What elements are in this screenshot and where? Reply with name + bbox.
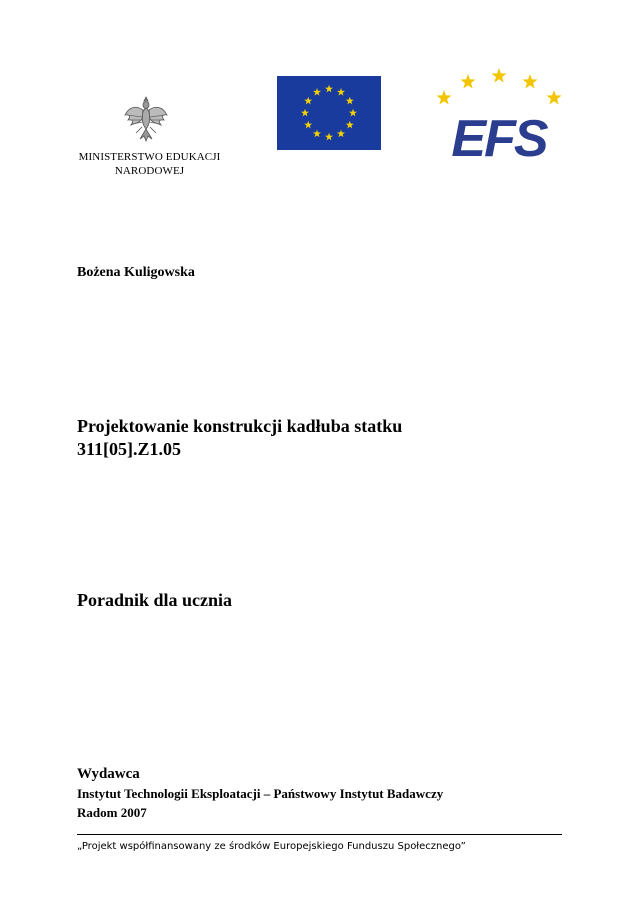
publisher-place-year: Radom 2007 bbox=[77, 805, 147, 820]
eu-flag-icon bbox=[277, 76, 381, 150]
ministry-line-1: MINISTERSTWO EDUKACJI bbox=[78, 151, 221, 163]
ministry-name bbox=[77, 150, 222, 178]
publisher-heading: Wydawca bbox=[77, 766, 140, 782]
footer-divider bbox=[77, 834, 562, 835]
efs-logo-text: EFS bbox=[451, 110, 547, 160]
publisher-institute: Instytut Technologii Eksploatacji – Państwowy Instytut Badawczy bbox=[77, 786, 444, 801]
polish-eagle-emblem-icon bbox=[122, 93, 170, 145]
efs-star-icon bbox=[522, 74, 537, 88]
footer-note: „Projekt współfinansowany ze środków Europejskiego Funduszu Społecznego” bbox=[77, 841, 466, 852]
document-subtitle: Poradnik dla ucznia bbox=[77, 590, 233, 610]
document-title bbox=[77, 415, 402, 461]
efs-logo-icon bbox=[432, 68, 566, 160]
efs-star-icon bbox=[546, 90, 561, 104]
efs-star-icon bbox=[436, 90, 451, 104]
author-name: Bożena Kuligowska bbox=[77, 265, 195, 280]
publisher-block bbox=[77, 765, 443, 822]
efs-star-icon bbox=[491, 68, 506, 82]
module-code: 311[05].Z1.05 bbox=[77, 439, 182, 459]
ministry-line-2: NARODOWEJ bbox=[114, 165, 185, 177]
title-line-1: Projektowanie konstrukcji kadłuba statku bbox=[77, 416, 403, 436]
efs-star-icon bbox=[460, 74, 475, 88]
